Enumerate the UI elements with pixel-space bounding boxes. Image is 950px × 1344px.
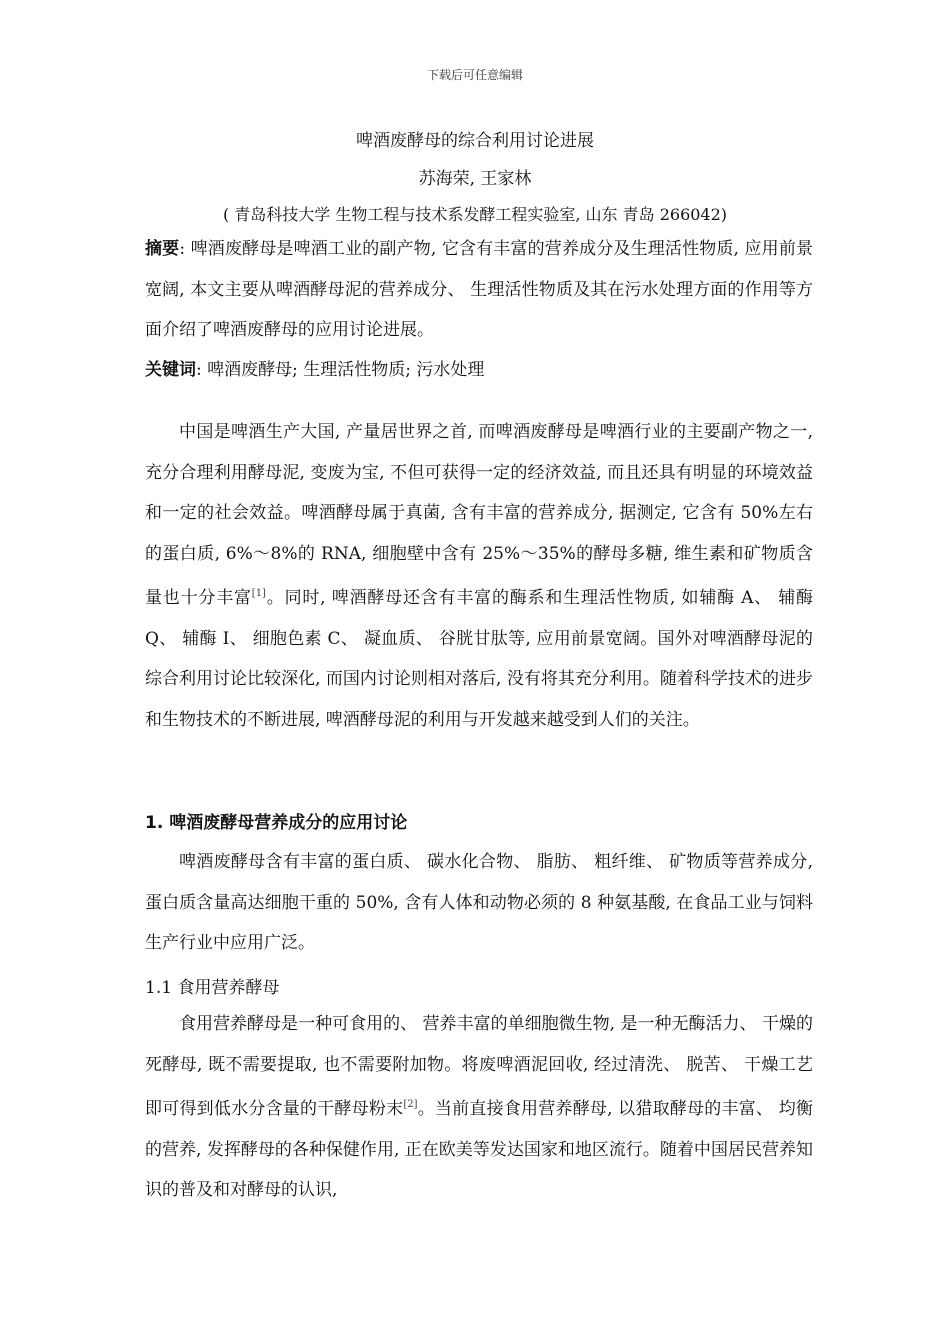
intro-text-1: 中国是啤酒生产大国, 产量居世界之首, 而啤酒废酵母是啤酒行业的主要副产物之一, 充分合理利用酵母泥, 变废为宝, 不但可获得一定的经济效益, 而且还具有明显的环境效益和一定的社会效益。啤酒酵母属于真菌, 含有丰富的营养成分, 据测定, 它含有 50%左右的蛋白质, 6%～8%的 RNA, 细胞壁中含有 25%～35%的酵母多糖, 维生素和矿物质含量也十分丰富	[145, 422, 813, 608]
citation-1: [1]	[251, 588, 266, 599]
intro-paragraph	[145, 412, 813, 740]
intro-text-2: 。同时, 啤酒酵母还含有丰富的酶系和生理活性物质, 如辅酶 A、 辅酶 Q、 辅酶 I、 细胞色素 C、 凝血质、 谷胱甘肽等, 应用前景宽阔。国外对啤酒酵母泥的综合利用讨论比较深化, 而国内讨论则相对落后, 没有将其充分利用。随着科学技术的进步和生物技术的不断进展, 啤酒酵母泥的利用与开发越来越受到人们的关注。	[145, 588, 814, 730]
affiliation: ( 青岛科技大学 生物工程与技术系发酵工程实验室, 山东 青岛 266042)	[222, 205, 728, 224]
section-1-paragraph: 啤酒废酵母含有丰富的蛋白质、 碳水化合物、 脂肪、 粗纤维、 矿物质等营养成分, 蛋白质含量高达细胞干重的 50%, 含有人体和动物必须的 8 种氨基酸, 在食品工业与饲料生产行业中应用广泛。	[145, 852, 813, 953]
abstract-label: 摘要	[145, 239, 180, 259]
abstract-text: 啤酒废酵母是啤酒工业的副产物, 它含有丰富的营养成分及生理活性物质, 应用前景宽阔, 本文主要从啤酒酵母泥的营养成分、 生理活性物质及其在污水处理方面的作用等方面介绍了啤酒废酵母的应用讨论进展。	[145, 239, 813, 340]
keywords-paragraph	[145, 350, 813, 391]
section-1-1-heading: 1.1 食用营养酵母	[145, 978, 280, 998]
paper-title: 啤酒废酵母的综合利用讨论进展	[356, 131, 594, 151]
authors: 苏海荣, 王家林	[418, 169, 532, 189]
keywords-label: 关键词	[145, 360, 196, 380]
citation-2: [2]	[403, 1099, 418, 1110]
header-note: 下载后可任意编辑	[426, 68, 523, 82]
keywords-text: : 啤酒废酵母; 生理活性物质; 污水处理	[196, 360, 485, 380]
abstract-colon: :	[179, 239, 186, 259]
section-1-1-text-1: 食用营养酵母是一种可食用的、 营养丰富的单细胞微生物, 是一种无酶活力、 干燥的死酵母, 既不需要提取, 也不需要附加物。将废啤酒泥回收, 经过清洗、 脱苦、 干燥工艺即可得到低水分含量的干酵母粉末	[145, 1014, 813, 1119]
section-1-1-paragraph	[145, 1004, 813, 1211]
section-1-1-text-2: 。当前直接食用营养酵母, 以猎取酵母的丰富、 均衡的营养, 发挥酵母的各种保健作用, 正在欧美等发达国家和地区流行。随着中国居民营养知识的普及和对酵母的认识,	[145, 1099, 813, 1200]
section-1-heading: 1. 啤酒废酵母营养成分的应用讨论	[145, 813, 408, 833]
abstract-paragraph	[145, 229, 813, 351]
